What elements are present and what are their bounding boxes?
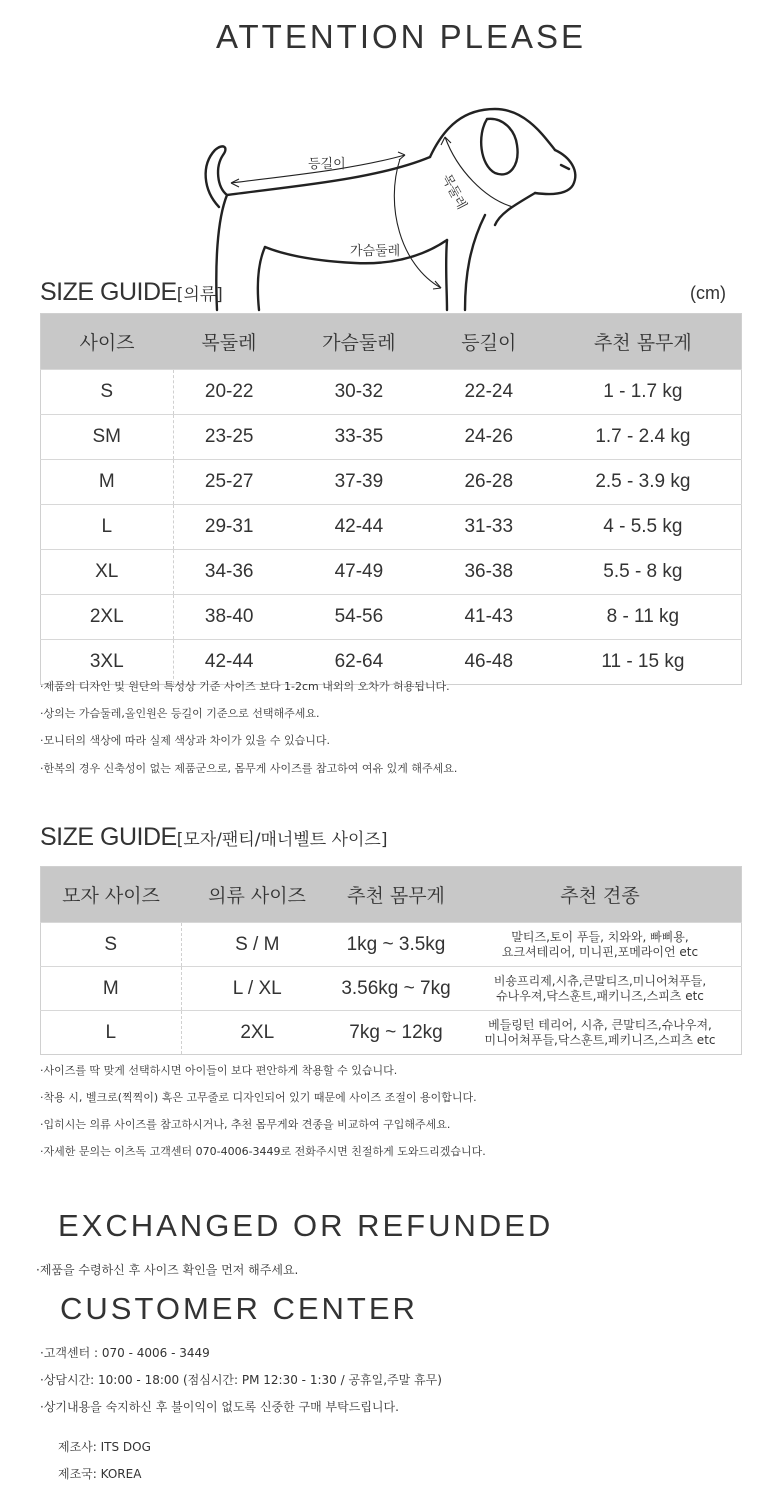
breed-line: 미니어쳐푸들,닥스훈트,페키니즈,스피츠 etc xyxy=(484,1032,716,1047)
back-cell: 24-26 xyxy=(433,415,545,460)
chest-cell: 47-49 xyxy=(285,550,433,595)
weight-cell: 1.7 - 2.4 kg xyxy=(545,415,742,460)
back-cell: 26-28 xyxy=(433,460,545,505)
back-cell: 31-33 xyxy=(433,505,545,550)
table-row xyxy=(41,415,742,460)
size-cell: SM xyxy=(41,415,174,460)
chest-cell: 62-64 xyxy=(285,640,433,685)
breed-cell xyxy=(459,1011,742,1055)
guide1-note: ·상의는 가슴둘레,올인원은 등길이 기준으로 선택해주세요. xyxy=(40,707,320,720)
weight-cell: 1kg ~ 3.5kg xyxy=(333,923,459,967)
guide2-note: ·사이즈를 딱 맞게 선택하시면 아이들이 보다 편안하게 착용할 수 있습니다. xyxy=(40,1064,398,1077)
weight-cell: 5.5 - 8 kg xyxy=(545,550,742,595)
neck-cell: 29-31 xyxy=(173,505,285,550)
neck-cell: 23-25 xyxy=(173,415,285,460)
table-row xyxy=(41,967,742,1011)
size-cell: 3XL xyxy=(41,640,174,685)
clothes-size-cell: S / M xyxy=(181,923,333,967)
weight-cell: 3.56kg ~ 7kg xyxy=(333,967,459,1011)
chest-label: 가슴둘레 xyxy=(350,244,401,259)
accessory-size-table xyxy=(40,866,742,1055)
customer-line: ·고객센터 : 070 - 4006 - 3449 xyxy=(40,1346,210,1360)
table-row xyxy=(41,460,742,505)
size-cell: M xyxy=(41,460,174,505)
back-cell: 46-48 xyxy=(433,640,545,685)
breed-line: 베들링턴 테리어, 시츄, 큰말티즈,슈나우져, xyxy=(488,1017,712,1032)
breed-line: 슈나우져,닥스훈트,패키니즈,스피츠 etc xyxy=(496,988,704,1003)
customer-line: ·상담시간: 10:00 - 18:00 (점심시간: PM 12:30 - 1:30 / 공휴일,주말 휴무) xyxy=(40,1373,442,1387)
col-clothes-size: 의류 사이즈 xyxy=(181,867,333,923)
col-size: 사이즈 xyxy=(41,314,174,370)
col-weight: 추천 몸무게 xyxy=(545,314,742,370)
table-header-row xyxy=(41,314,742,370)
guide-subtitle: [모자/팬티/매너벨트 사이즈] xyxy=(176,830,388,850)
clothes-size-cell: L / XL xyxy=(181,967,333,1011)
neck-cell: 34-36 xyxy=(173,550,285,595)
guide-title-text: SIZE GUIDE xyxy=(40,823,177,851)
back-cell: 36-38 xyxy=(433,550,545,595)
col-chest: 가슴둘레 xyxy=(285,314,433,370)
table-row xyxy=(41,923,742,967)
exchange-title: EXCHANGED OR REFUNDED xyxy=(58,1208,554,1243)
maker: 제조사: ITS DOG xyxy=(58,1440,151,1454)
neck-label: 목둘레 xyxy=(438,171,470,213)
breed-line: 요크셔테리어, 미니핀,포메라이언 etc xyxy=(501,944,699,959)
clothes-size-cell: 2XL xyxy=(181,1011,333,1055)
hat-size-cell: S xyxy=(41,923,182,967)
col-weight: 추천 몸무게 xyxy=(333,867,459,923)
col-neck: 목둘레 xyxy=(173,314,285,370)
size-cell: 2XL xyxy=(41,595,174,640)
col-breed: 추천 견종 xyxy=(459,867,742,923)
weight-cell: 2.5 - 3.9 kg xyxy=(545,460,742,505)
back-cell: 22-24 xyxy=(433,370,545,415)
dog-measurement-diagram xyxy=(195,95,590,315)
chest-cell: 30-32 xyxy=(285,370,433,415)
chest-cell: 33-35 xyxy=(285,415,433,460)
guide-subtitle: [의류] xyxy=(176,285,223,305)
chest-cell: 37-39 xyxy=(285,460,433,505)
size-guide-clothes-title xyxy=(40,278,223,307)
unit-label: (cm) xyxy=(690,283,726,303)
weight-cell: 4 - 5.5 kg xyxy=(545,505,742,550)
neck-cell: 25-27 xyxy=(173,460,285,505)
col-back: 등길이 xyxy=(433,314,545,370)
guide2-note: ·자세한 문의는 이츠독 고객센터 070-4006-3449로 전화주시면 친절하게 도와드리겠습니다. xyxy=(40,1145,486,1158)
customer-center-title: CUSTOMER CENTER xyxy=(60,1291,418,1326)
size-cell: L xyxy=(41,505,174,550)
guide1-note: ·한복의 경우 신축성이 없는 제품군으로, 몸무게 사이즈를 참고하여 여유 있게 해주세요. xyxy=(40,762,458,775)
col-hat-size: 모자 사이즈 xyxy=(41,867,182,923)
attention-title: ATTENTION PLEASE xyxy=(215,18,587,55)
hat-size-cell: L xyxy=(41,1011,182,1055)
weight-cell: 1 - 1.7 kg xyxy=(545,370,742,415)
table-header-row xyxy=(41,867,742,923)
guide-title-text: SIZE GUIDE xyxy=(40,278,177,306)
back-cell: 41-43 xyxy=(433,595,545,640)
guide2-note: ·입히시는 의류 사이즈를 참고하시거나, 추천 몸무게와 견종을 비교하여 구입해주세요. xyxy=(40,1118,451,1131)
size-cell: S xyxy=(41,370,174,415)
breed-line: 비숑프리제,시츄,큰말티즈,미니어쳐푸들, xyxy=(493,973,707,988)
country: 제조국: KOREA xyxy=(58,1467,142,1481)
table-row xyxy=(41,550,742,595)
breed-line: 말티즈,토이 푸들, 치와와, 빠삐용, xyxy=(511,929,689,944)
table-row xyxy=(41,1011,742,1055)
neck-cell: 42-44 xyxy=(173,640,285,685)
chest-cell: 54-56 xyxy=(285,595,433,640)
clothes-size-table xyxy=(40,313,742,685)
customer-line: ·상기내용을 숙지하신 후 불이익이 없도록 신중한 구매 부탁드립니다. xyxy=(40,1400,399,1414)
guide1-note: ·제품의 디자인 및 원단의 특성상 기준 사이즈 보다 1-2cm 내외의 오차가 허용됩니다. xyxy=(40,680,450,693)
neck-cell: 38-40 xyxy=(173,595,285,640)
weight-cell: 8 - 11 kg xyxy=(545,595,742,640)
guide2-note: ·착용 시, 벨크로(찍찍이) 혹은 고무줄로 디자인되어 있기 때문에 사이즈 조절이 용이합니다. xyxy=(40,1091,477,1104)
guide1-note: ·모니터의 색상에 따라 실제 색상과 차이가 있을 수 있습니다. xyxy=(40,734,330,747)
hat-size-cell: M xyxy=(41,967,182,1011)
neck-cell: 20-22 xyxy=(173,370,285,415)
table-row xyxy=(41,595,742,640)
chest-cell: 42-44 xyxy=(285,505,433,550)
weight-cell: 11 - 15 kg xyxy=(545,640,742,685)
weight-cell: 7kg ~ 12kg xyxy=(333,1011,459,1055)
breed-cell xyxy=(459,967,742,1011)
table-row xyxy=(41,370,742,415)
exchange-note: ·제품을 수령하신 후 사이즈 확인을 먼저 해주세요. xyxy=(36,1263,299,1277)
breed-cell xyxy=(459,923,742,967)
back-length-label: 등길이 xyxy=(308,157,346,172)
size-guide-accessories-title xyxy=(40,823,387,852)
size-cell: XL xyxy=(41,550,174,595)
table-row xyxy=(41,505,742,550)
